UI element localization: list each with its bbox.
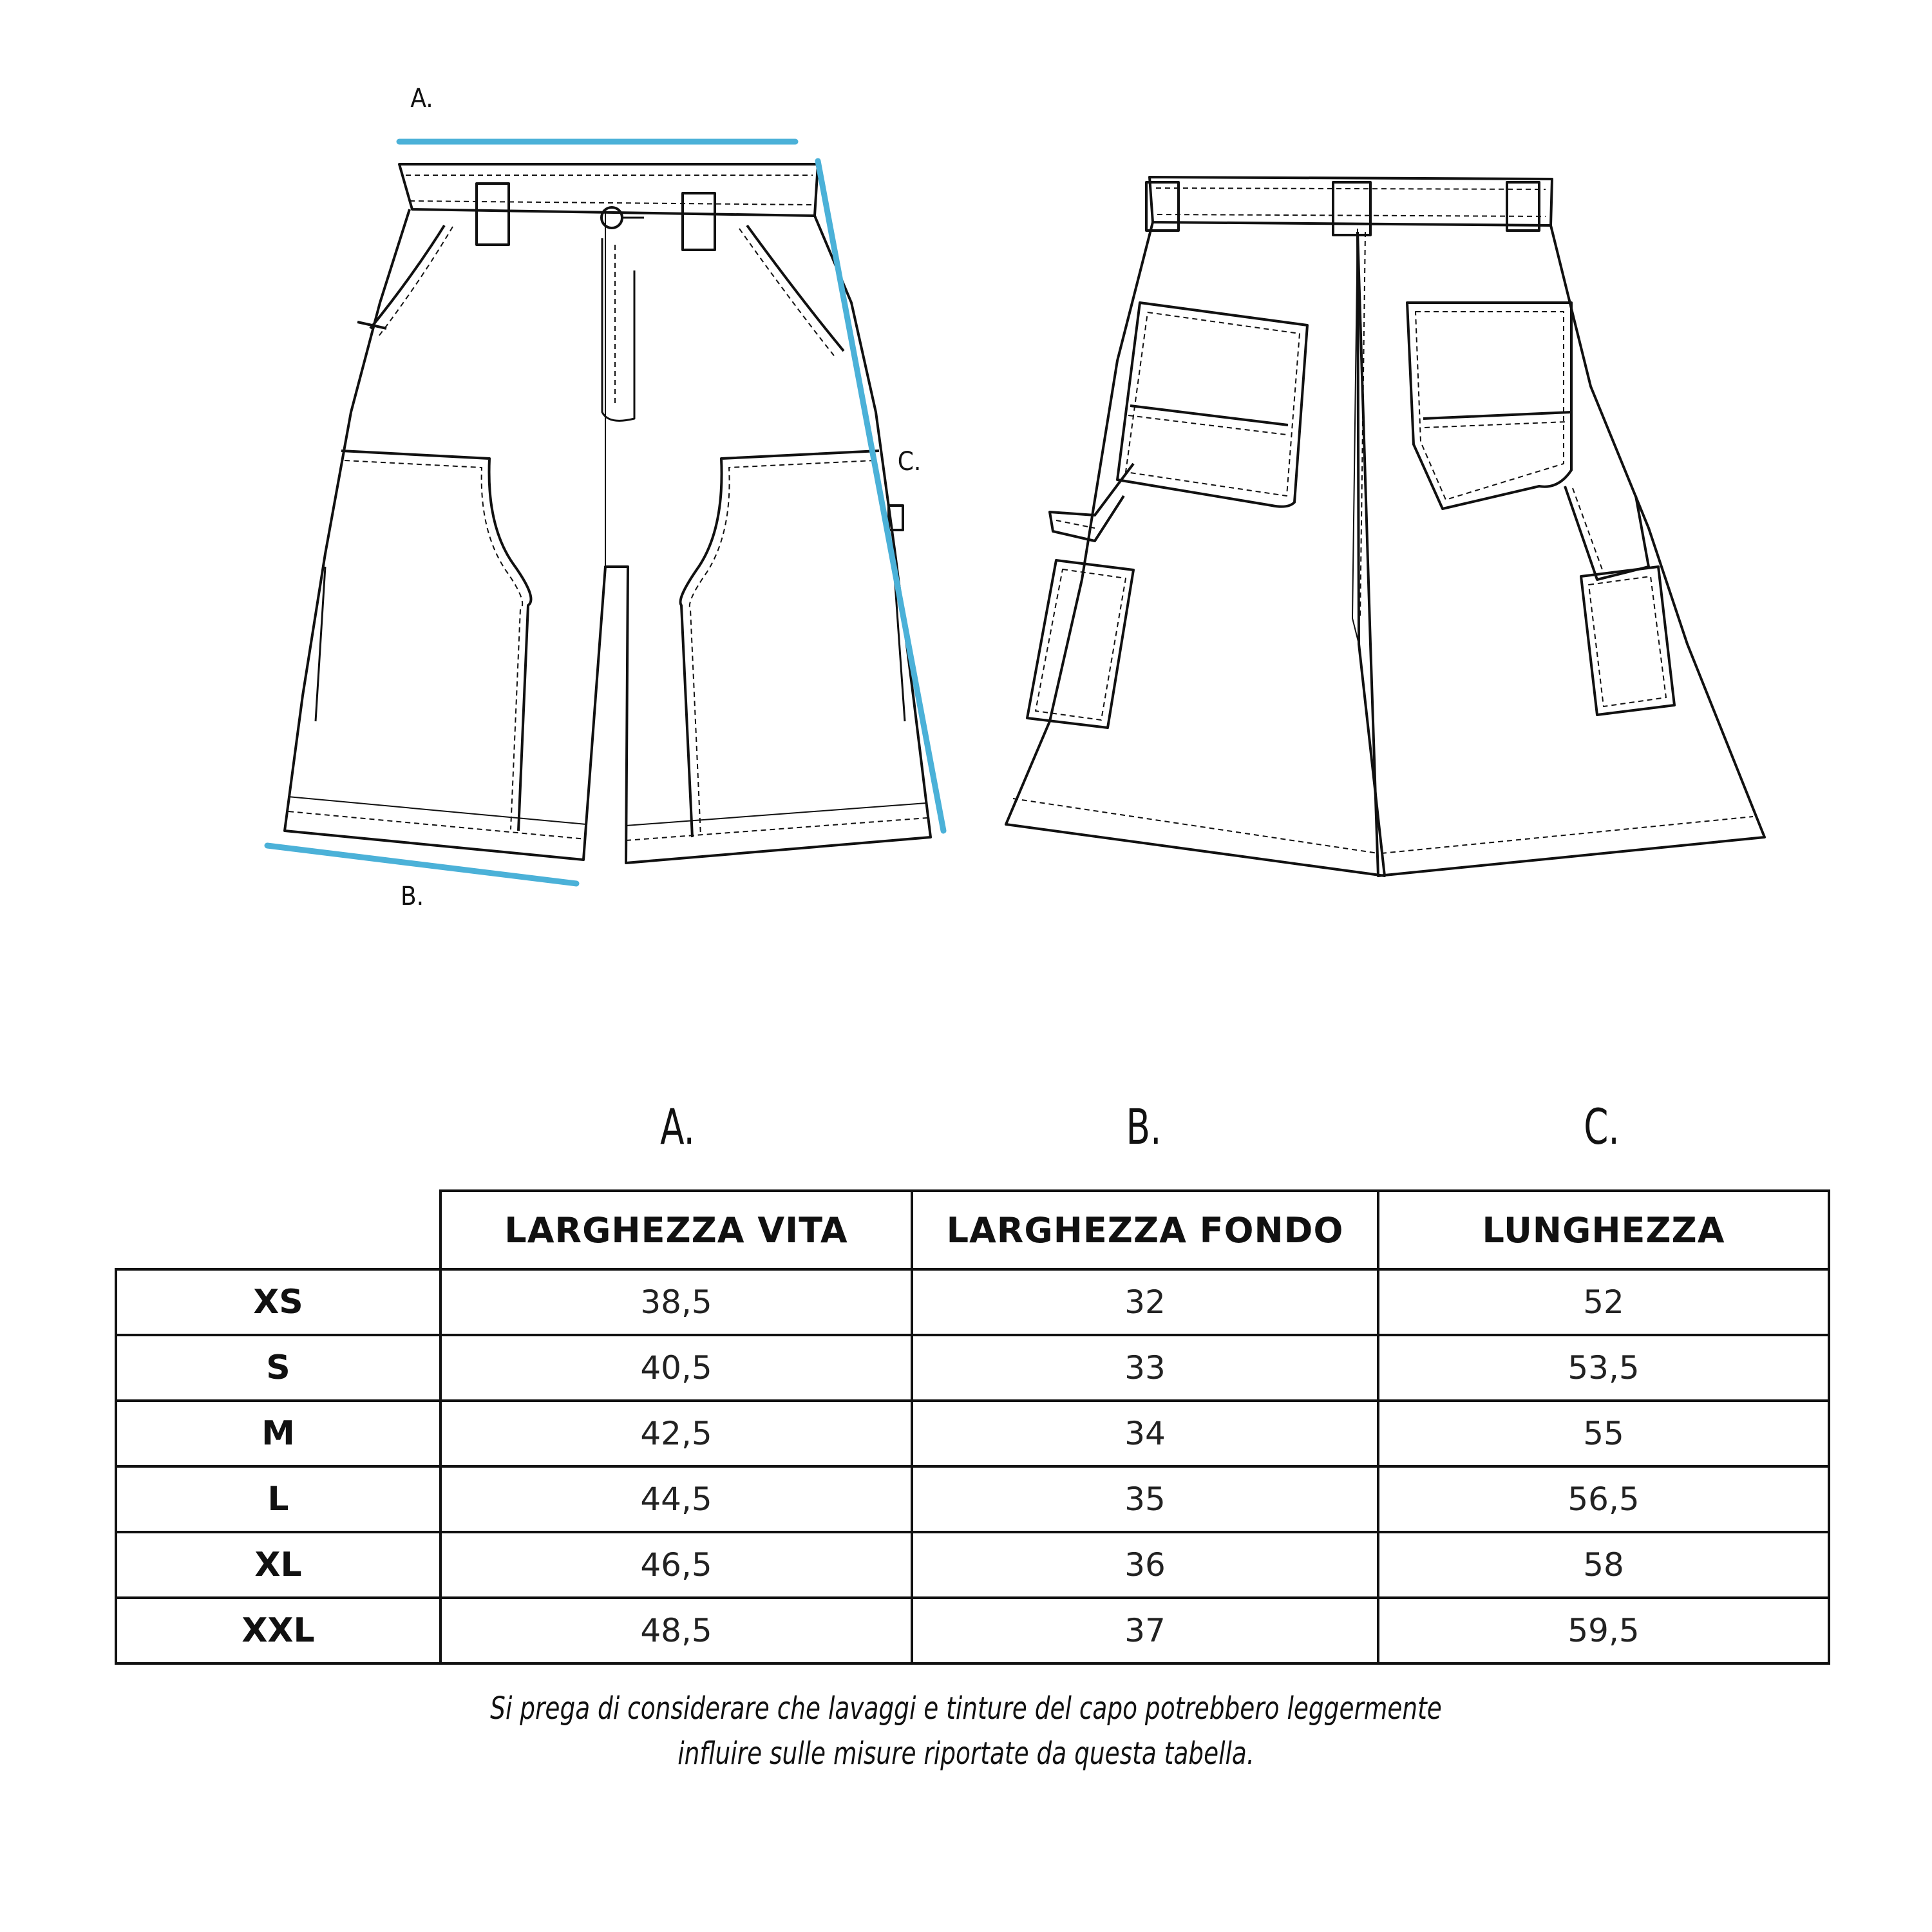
header-lunghezza: LUNGHEZZA	[1378, 1191, 1829, 1269]
measure-label-b: B.	[400, 882, 424, 911]
measure-label-a: A.	[410, 84, 433, 113]
value-waist: 44,5	[440, 1466, 912, 1532]
table-corner	[116, 1191, 440, 1269]
value-length: 52	[1378, 1269, 1829, 1335]
column-letter-c: C.	[1584, 1098, 1620, 1155]
measure-label-c: C.	[897, 447, 922, 477]
value-length: 56,5	[1378, 1466, 1829, 1532]
table-row	[116, 1466, 1829, 1532]
value-waist: 42,5	[440, 1401, 912, 1466]
table-header-row	[116, 1191, 1829, 1269]
value-length: 58	[1378, 1532, 1829, 1598]
measure-line-b	[267, 846, 576, 884]
value-hem: 34	[912, 1401, 1378, 1466]
value-hem: 35	[912, 1466, 1378, 1532]
value-waist: 48,5	[440, 1598, 912, 1663]
back-view	[1006, 177, 1765, 876]
table-row	[116, 1269, 1829, 1335]
size-label: S	[116, 1335, 440, 1401]
value-hem: 36	[912, 1532, 1378, 1598]
size-label: L	[116, 1466, 440, 1532]
front-view	[285, 164, 931, 863]
value-waist: 46,5	[440, 1532, 912, 1598]
size-table	[115, 1189, 1830, 1665]
size-label: M	[116, 1401, 440, 1466]
table-row	[116, 1335, 1829, 1401]
column-letter-b: B.	[1126, 1098, 1162, 1155]
table-row	[116, 1532, 1829, 1598]
value-waist: 38,5	[440, 1269, 912, 1335]
value-length: 59,5	[1378, 1598, 1829, 1663]
header-larghezza-vita: LARGHEZZA VITA	[440, 1191, 912, 1269]
table-row	[116, 1401, 1829, 1466]
value-waist: 40,5	[440, 1335, 912, 1401]
table-row	[116, 1598, 1829, 1663]
value-length: 55	[1378, 1401, 1829, 1466]
size-label: XS	[116, 1269, 440, 1335]
value-hem: 37	[912, 1598, 1378, 1663]
value-hem: 32	[912, 1269, 1378, 1335]
size-label: XXL	[116, 1598, 440, 1663]
value-hem: 33	[912, 1335, 1378, 1401]
value-length: 53,5	[1378, 1335, 1829, 1401]
shorts-technical-drawing	[0, 0, 1932, 934]
measure-line-c	[818, 161, 943, 831]
header-larghezza-fondo: LARGHEZZA FONDO	[912, 1191, 1378, 1269]
size-label: XL	[116, 1532, 440, 1598]
care-note-line-1: Si prega di considerare che lavaggi e tinture del capo potrebbero leggermente	[490, 1690, 1442, 1727]
column-letter-a: A.	[660, 1098, 695, 1155]
care-note-line-2: influire sulle misure riportate da questa tabella.	[677, 1736, 1255, 1772]
